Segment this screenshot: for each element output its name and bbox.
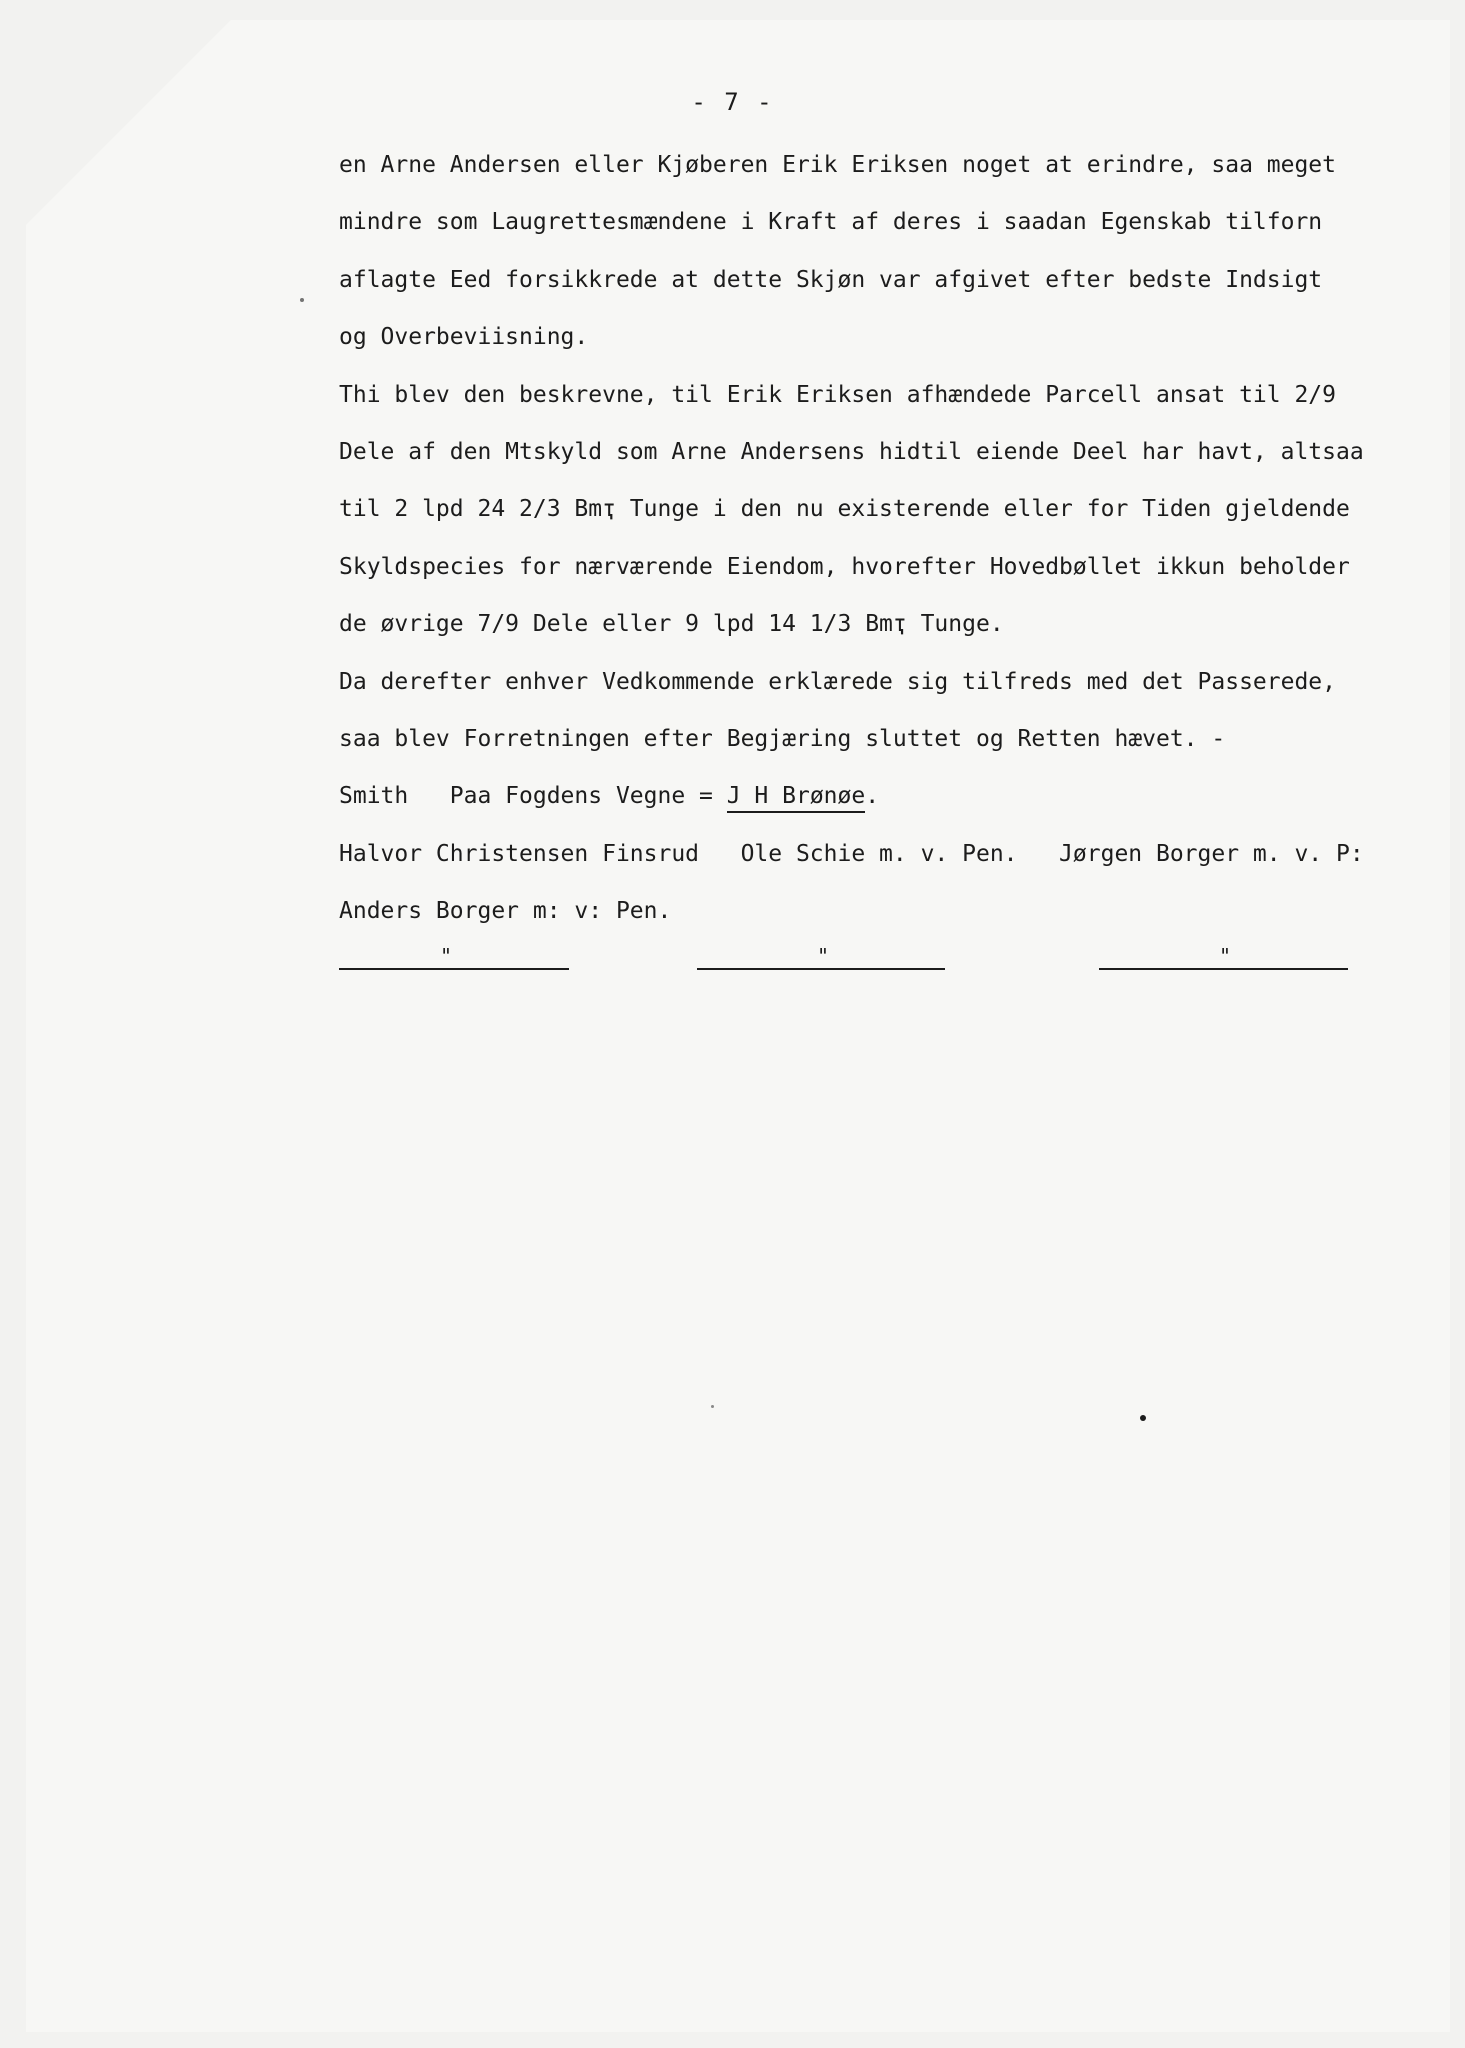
ditto-mark: " [816, 944, 830, 968]
text-line: en Arne Andersen eller Kjøberen Erik Eriksen noget at erindre, saa meget [339, 152, 1336, 178]
text-line: Thi blev den beskrevne, til Erik Eriksen afhændede Parcell ansat til 2/9 [339, 381, 1336, 408]
ink-speck [1140, 1415, 1146, 1421]
text-line: aflagte Eed forsikkrede at dette Skjøn var afgivet efter bedste Indsigt [339, 266, 1323, 293]
text-line: Dele af den Mtskyld som Arne Andersens hidtil eiende Deel har havt, altsaa [339, 438, 1364, 465]
signature-blanks [0, 944, 1465, 974]
signature-blank-line [339, 968, 569, 970]
document-body [339, 142, 1399, 945]
signature-name: J H Brønøe [727, 783, 865, 813]
text-line: Skyldspecies for nærværende Eiendom, hvorefter Hovedbøllet ikkun beholder [339, 553, 1350, 580]
text-line: til 2 lpd 24 2/3 Bmҭ Tunge i den nu existerende eller for Tiden gjeldende [339, 496, 1350, 523]
signature-suffix: . [865, 783, 880, 810]
witness-line: Anders Borger m: v: Pen. [339, 898, 672, 925]
ditto-mark: " [439, 944, 453, 968]
ditto-mark: " [1218, 944, 1232, 968]
text-line: Da derefter enhver Vedkommende erklærede sig tilfreds med det Passerede, [339, 668, 1336, 695]
signature-prefix: Smith Paa Fogdens Vegne = [339, 783, 727, 810]
witness-line: Halvor Christensen Finsrud Ole Schie m. v. Pen. Jørgen Borger m. v. P: [339, 840, 1364, 867]
text-line: saa blev Forretningen efter Begjæring sluttet og Retten hævet. - [339, 725, 1226, 752]
text-line: de øvrige 7/9 Dele eller 9 lpd 14 1/3 Bmҭ Tunge. [339, 611, 1004, 638]
text-line: mindre som Laugrettesmændene i Kraft af deres i saadan Egenskab tilforn [339, 209, 1323, 236]
ink-speck [300, 298, 304, 302]
page-number: - 7 - [691, 88, 774, 116]
signature-blank-line [697, 968, 945, 970]
text-line: og Overbeviisning. [339, 324, 589, 351]
signature-blank-line [1099, 968, 1348, 970]
signature-line [339, 773, 1399, 830]
ink-speck [711, 1405, 714, 1408]
